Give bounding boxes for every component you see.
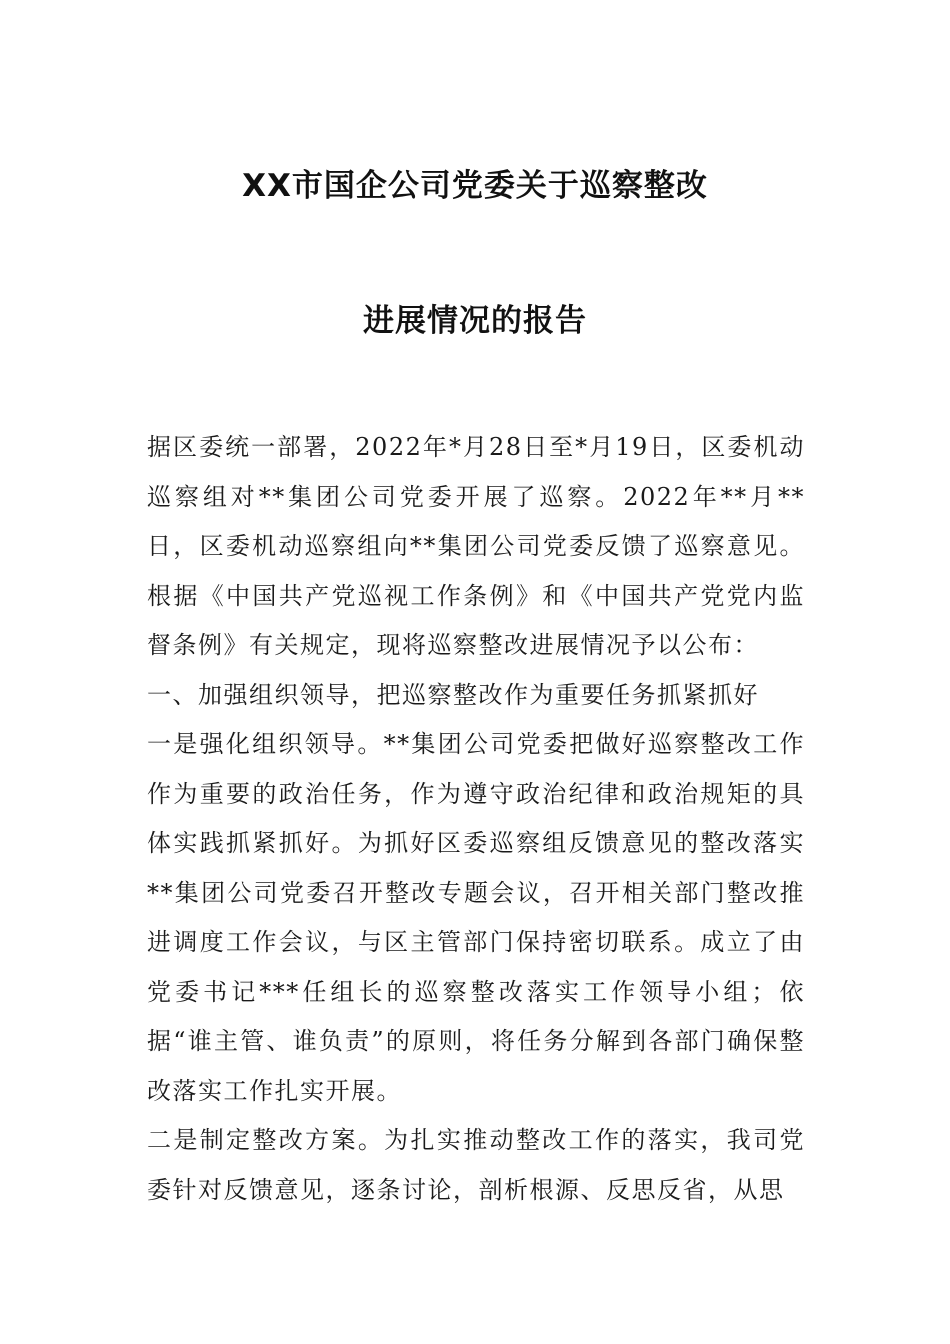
paragraph-intro: 据区委统一部署，2022年*月28日至*月19日，区委机动巡察组对**集团公司党委开展了巡察。2022年**月**日，区委机动巡察组向**集团公司党委反馈了巡察意见。根据《中国共产党巡视工作条例》和《中国共产党党内监督条例》有关规定，现将巡察整改进展情况予以公布： xyxy=(147,433,805,659)
section-heading-1: 一、加强组织领导，把巡察整改作为重要任务抓紧抓好 xyxy=(147,680,759,709)
document-title-line-1: XX市国企公司党委关于巡察整改 xyxy=(242,168,708,204)
paragraph-organization-leadership: 一是强化组织领导。**集团公司党委把做好巡察整改工作作为重要的政治任务，作为遵守政治纪律和政治规矩的具体实践抓紧抓好。为抓好区委巡察组反馈意见的整改落实**集团公司党委召开整改专题会议，召开相关部门整改推进调度工作会议，与区主管部门保持密切联系。成立了由党委书记***任组长的巡察整改落实工作领导小组；依据“谁主管、谁负责”的原则，将任务分解到各部门确保整改落实工作扎实开展。 xyxy=(147,730,805,1105)
document-title-line-2: 进展情况的报告 xyxy=(363,303,587,339)
document-body xyxy=(147,423,805,1215)
paragraph-rectification-plan: 二是制定整改方案。为扎实推动整改工作的落实，我司党委针对反馈意见，逐条讨论，剖析根源、反思反省，从思 xyxy=(147,1126,805,1204)
